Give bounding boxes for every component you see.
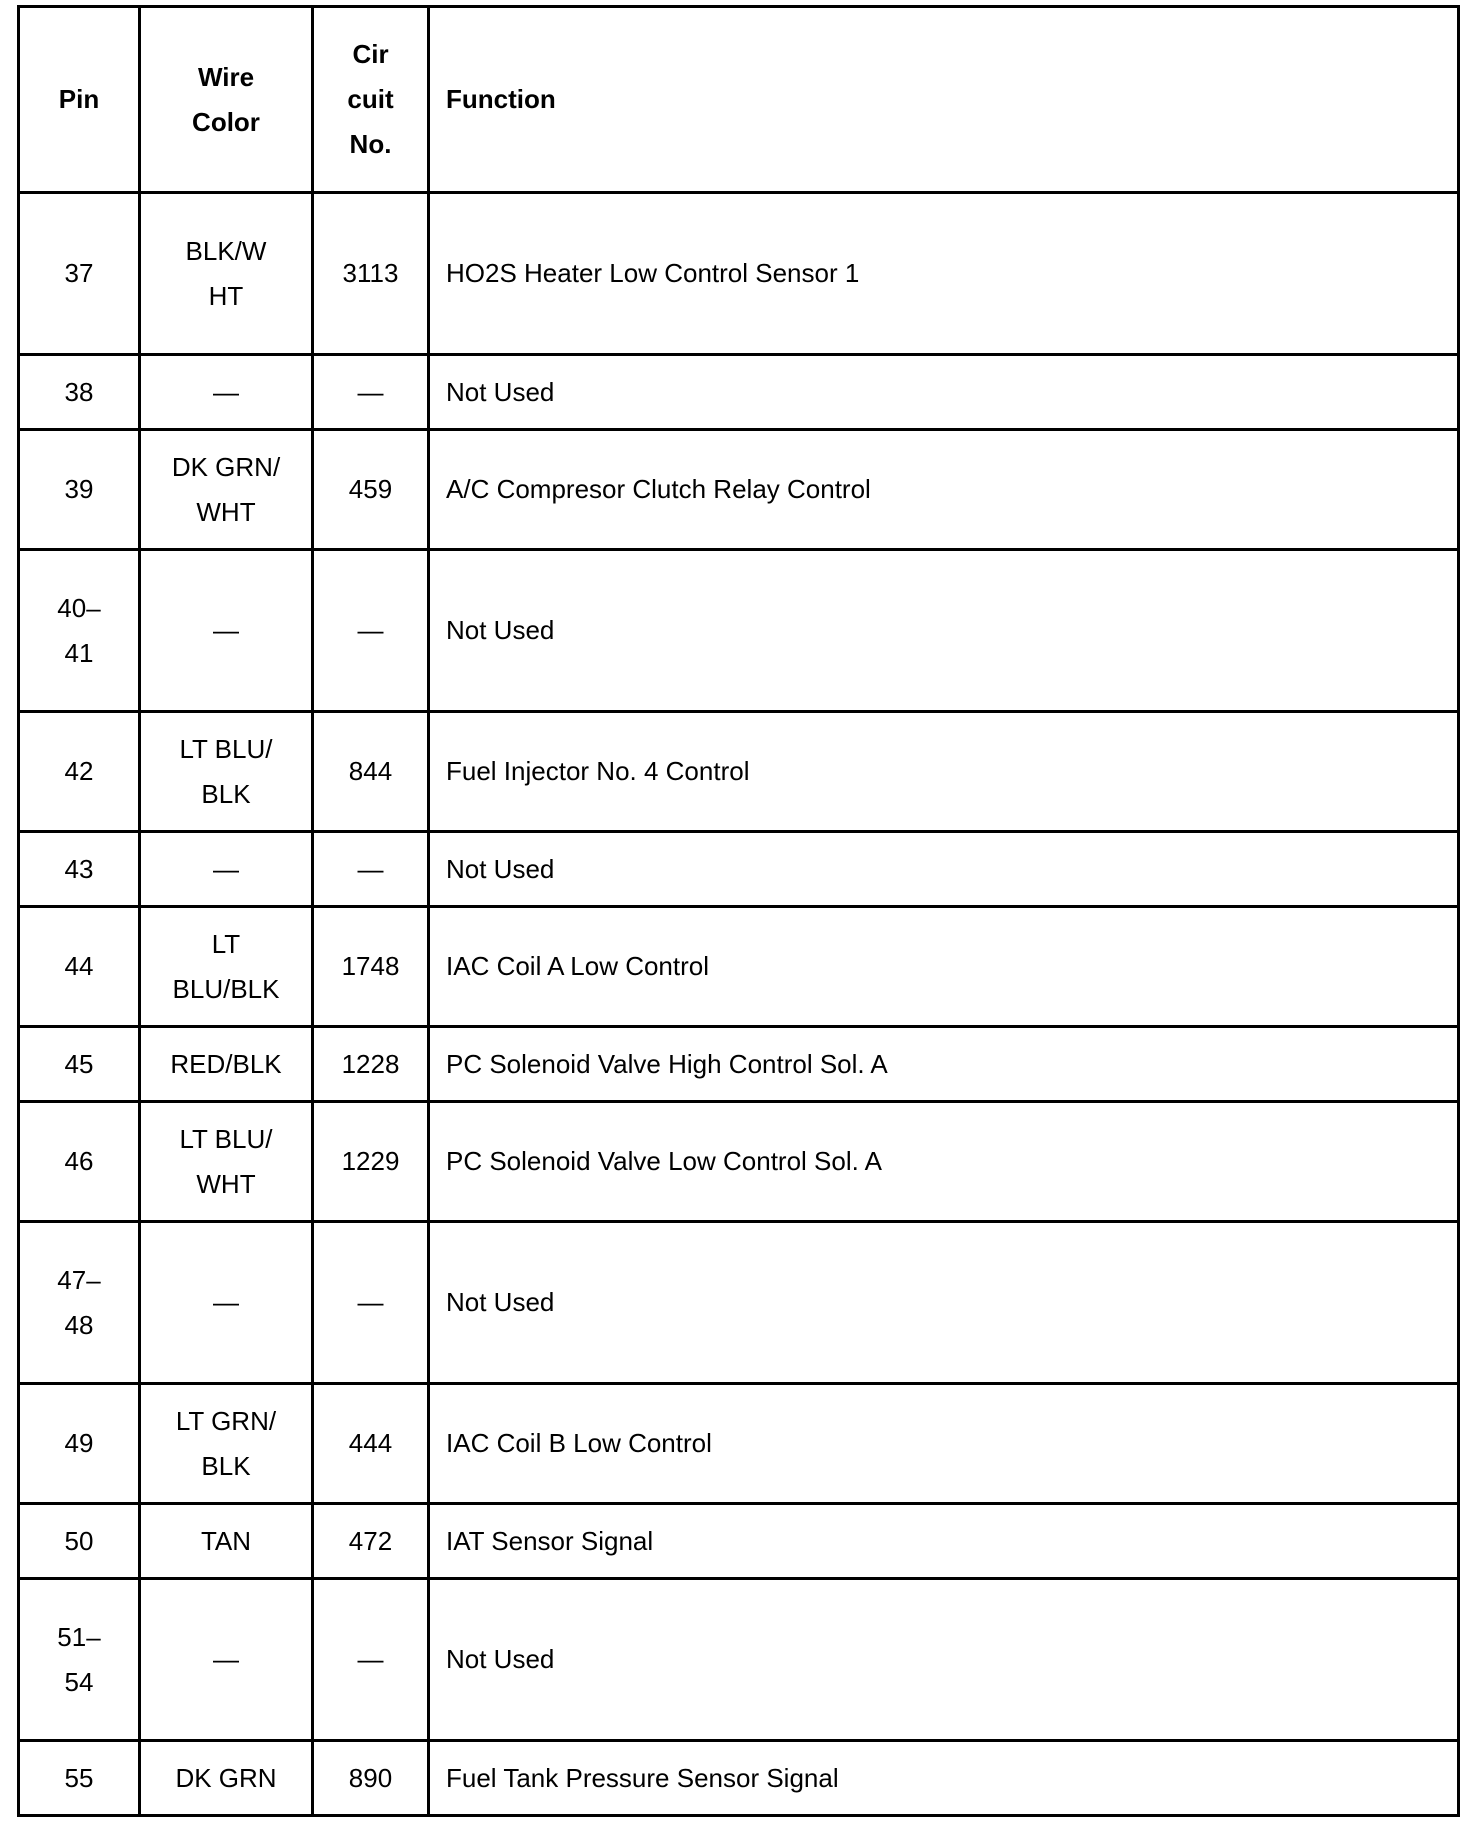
table-header-row [19,7,1459,193]
circuit-cell: 890 [313,1741,429,1816]
circuit-cell: 459 [313,430,429,550]
function-cell: IAT Sensor Signal [429,1504,1459,1579]
table-row [19,1384,1459,1504]
pin-cell: 50 [19,1504,140,1579]
pin-cell: 55 [19,1741,140,1816]
wire-color-cell: — [140,832,313,907]
pin-cell: 45 [19,1027,140,1102]
header-pin: Pin [19,7,140,193]
table-row [19,1579,1459,1741]
table-row [19,712,1459,832]
function-cell: PC Solenoid Valve High Control Sol. A [429,1027,1459,1102]
circuit-cell: — [313,1579,429,1741]
table-row [19,355,1459,430]
wire-color-cell: — [140,1579,313,1741]
circuit-cell: 1229 [313,1102,429,1222]
table-row [19,1222,1459,1384]
function-cell: Fuel Injector No. 4 Control [429,712,1459,832]
function-cell: Not Used [429,1579,1459,1741]
function-cell: IAC Coil A Low Control [429,907,1459,1027]
wire-color-cell: TAN [140,1504,313,1579]
wire-color-cell: — [140,550,313,712]
table-row [19,907,1459,1027]
wire-color-cell: LT BLU/ WHT [140,1102,313,1222]
circuit-cell: — [313,832,429,907]
pin-cell: 44 [19,907,140,1027]
header-function: Function [429,7,1459,193]
function-cell: Not Used [429,355,1459,430]
function-cell: A/C Compresor Clutch Relay Control [429,430,1459,550]
table-row [19,193,1459,355]
pin-cell: 42 [19,712,140,832]
table-row [19,430,1459,550]
table-row [19,550,1459,712]
function-cell: Fuel Tank Pressure Sensor Signal [429,1741,1459,1816]
function-cell: PC Solenoid Valve Low Control Sol. A [429,1102,1459,1222]
function-cell: Not Used [429,1222,1459,1384]
pin-cell: 37 [19,193,140,355]
pin-cell: 46 [19,1102,140,1222]
pin-cell: 47– 48 [19,1222,140,1384]
function-cell: Not Used [429,832,1459,907]
pin-cell: 38 [19,355,140,430]
table-row [19,1027,1459,1102]
wire-color-cell: DK GRN/ WHT [140,430,313,550]
function-cell: IAC Coil B Low Control [429,1384,1459,1504]
pin-cell: 40– 41 [19,550,140,712]
wire-color-cell: LT GRN/ BLK [140,1384,313,1504]
circuit-cell: 3113 [313,193,429,355]
circuit-cell: — [313,355,429,430]
wire-color-cell: — [140,1222,313,1384]
pin-cell: 49 [19,1384,140,1504]
circuit-cell: — [313,1222,429,1384]
header-wire-color: Wire Color [140,7,313,193]
table-row [19,1741,1459,1816]
wire-color-cell: — [140,355,313,430]
circuit-cell: 1748 [313,907,429,1027]
function-cell: HO2S Heater Low Control Sensor 1 [429,193,1459,355]
table-row [19,832,1459,907]
pin-cell: 39 [19,430,140,550]
pin-cell: 51– 54 [19,1579,140,1741]
circuit-cell: 444 [313,1384,429,1504]
circuit-cell: 1228 [313,1027,429,1102]
wire-color-cell: BLK/W HT [140,193,313,355]
pin-cell: 43 [19,832,140,907]
wire-color-cell: LT BLU/BLK [140,907,313,1027]
pin-table [17,5,1460,1817]
circuit-cell: 472 [313,1504,429,1579]
wire-color-cell: DK GRN [140,1741,313,1816]
circuit-cell: 844 [313,712,429,832]
circuit-cell: — [313,550,429,712]
wire-color-cell: LT BLU/ BLK [140,712,313,832]
function-cell: Not Used [429,550,1459,712]
wire-color-cell: RED/BLK [140,1027,313,1102]
table-row [19,1102,1459,1222]
header-circuit-no: Cir cuit No. [313,7,429,193]
table-row [19,1504,1459,1579]
